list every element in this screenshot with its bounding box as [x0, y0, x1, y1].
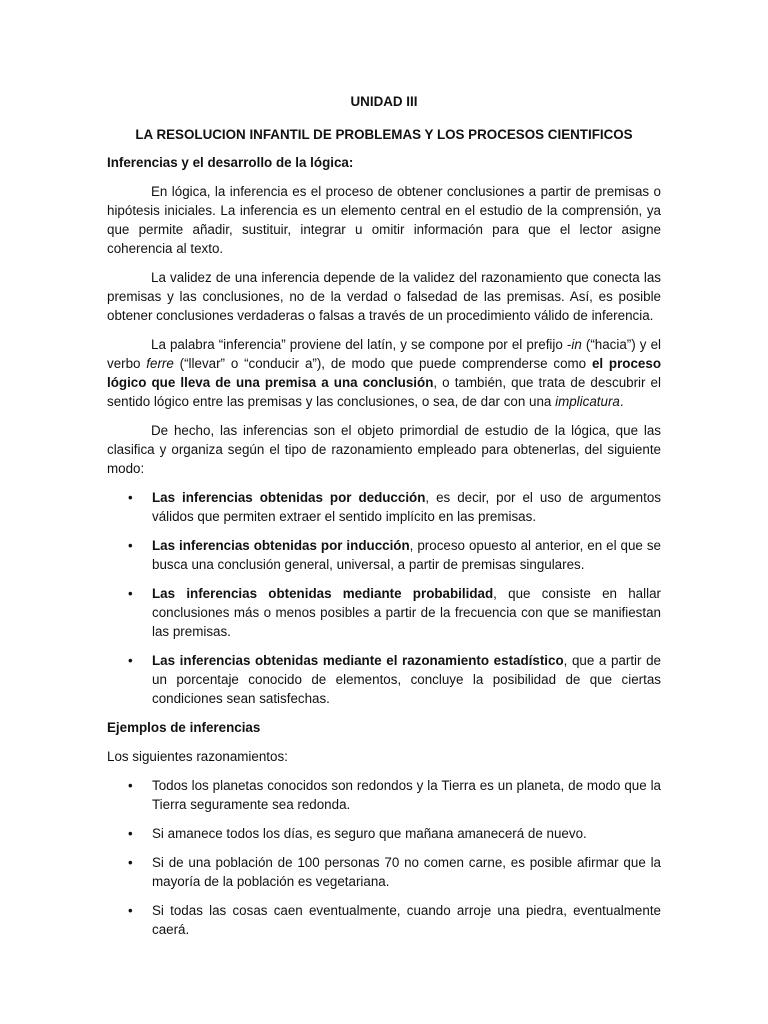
- etymology-text-5: .: [619, 394, 624, 409]
- example-item: [107, 776, 661, 814]
- paragraph-classification: De hecho, las inferencias son el objeto primordial de estudio de la lógica, que las clasifica y organiza según el tipo de razonamiento empleado para obtenerlas, del siguiente modo:: [107, 423, 661, 476]
- examples-list: [107, 776, 661, 939]
- example-text: Si todas las cosas caen eventualmente, cuando arroje una piedra, eventualmente caerá.: [152, 903, 661, 937]
- bullet-icon: •: [128, 778, 133, 793]
- etymology-text-4: , o también, que trata de descubrir el sentido lógico entre las premisas y las conclusiones, o sea, de dar con una: [107, 375, 661, 409]
- paragraph-etymology: [107, 335, 661, 411]
- list-item-text: , que a partir de un porcentaje conocido de elementos, concluye la posibilidad de que ciertas condiciones sean satisfechas.: [152, 653, 661, 706]
- paragraph-definition: En lógica, la inferencia es el proceso de obtener conclusiones a partir de premisas o hipótesis iniciales. La inferencia es un elemento central en el estudio de la comprensión, ya que permite añadir, sustituir, integrar u omitir información para que el lector asigne coherencia al texto.: [107, 184, 661, 256]
- section-heading-inferencias: Inferencias y el desarrollo de la lógica:: [107, 155, 354, 170]
- list-item-text: , que consiste en hallar conclusiones más o menos posibles a partir de la frecuencia con que se manifiestan las premisas.: [152, 586, 661, 639]
- document-body: [107, 92, 661, 949]
- list-item-induccion: [107, 536, 661, 574]
- unit-title: UNIDAD III: [350, 94, 418, 109]
- document-title: LA RESOLUCION INFANTIL DE PROBLEMAS Y LOS PROCESOS CIENTIFICOS: [135, 127, 633, 142]
- example-item: [107, 901, 661, 939]
- list-item-bold: Las inferencias obtenidas por deducción: [152, 490, 426, 505]
- etymology-text-2: (“hacia”) y el verbo: [107, 337, 661, 371]
- list-item-deduccion: [107, 488, 661, 526]
- etymology-bold-definition: el proceso lógico que lleva de una premisa a una conclusión: [107, 356, 661, 390]
- etymology-implicatura: implicatura: [555, 394, 620, 409]
- etymology-text-3: (“llevar” o “conducir a”), de modo que puede comprenderse como: [173, 356, 592, 371]
- etymology-text-1: La palabra “inferencia” proviene del latín, y se compone por el prefijo -: [151, 337, 572, 352]
- example-item: [107, 824, 661, 843]
- bullet-icon: •: [128, 490, 133, 505]
- inference-types-list: [107, 488, 661, 708]
- bullet-icon: •: [128, 826, 133, 841]
- list-item-bold: Las inferencias obtenidas por inducción: [152, 538, 410, 553]
- example-item: [107, 853, 661, 891]
- list-item-text: , proceso opuesto al anterior, en el que se busca una conclusión general, universal, a partir de premisas singulares.: [152, 538, 661, 572]
- example-text: Todos los planetas conocidos son redondos y la Tierra es un planeta, de modo que la Tierra seguramente sea redonda.: [152, 778, 661, 812]
- etymology-prefix-in: in: [571, 337, 582, 352]
- list-item-bold: Las inferencias obtenidas mediante el razonamiento estadístico: [152, 653, 564, 668]
- list-item-text: , es decir, por el uso de argumentos válidos que permiten extraer el sentido implícito en las premisas.: [152, 490, 661, 524]
- bullet-icon: •: [128, 903, 133, 918]
- list-item-probabilidad: [107, 584, 661, 641]
- example-text: Si amanece todos los días, es seguro que mañana amanecerá de nuevo.: [152, 826, 587, 841]
- bullet-icon: •: [128, 855, 133, 870]
- bullet-icon: •: [128, 538, 133, 553]
- list-item-bold: Las inferencias obtenidas mediante probabilidad: [152, 586, 494, 601]
- bullet-icon: •: [128, 653, 133, 668]
- section-heading-ejemplos: Ejemplos de inferencias: [107, 720, 261, 735]
- paragraph-validity: La validez de una inferencia depende de la validez del razonamiento que conecta las premisas y las conclusiones, no de la verdad o falsedad de las premisas. Así, es posible obtener conclusiones verdaderas o falsas a través de un procedimiento válido de inferencia.: [107, 270, 661, 323]
- list-item-estadistico: [107, 651, 661, 708]
- etymology-verb-ferre: ferre: [146, 356, 174, 371]
- paragraph-examples-intro: Los siguientes razonamientos:: [107, 749, 288, 764]
- example-text: Si de una población de 100 personas 70 no comen carne, es posible afirmar que la mayoría de la población es vegetariana.: [152, 855, 661, 889]
- bullet-icon: •: [128, 586, 133, 601]
